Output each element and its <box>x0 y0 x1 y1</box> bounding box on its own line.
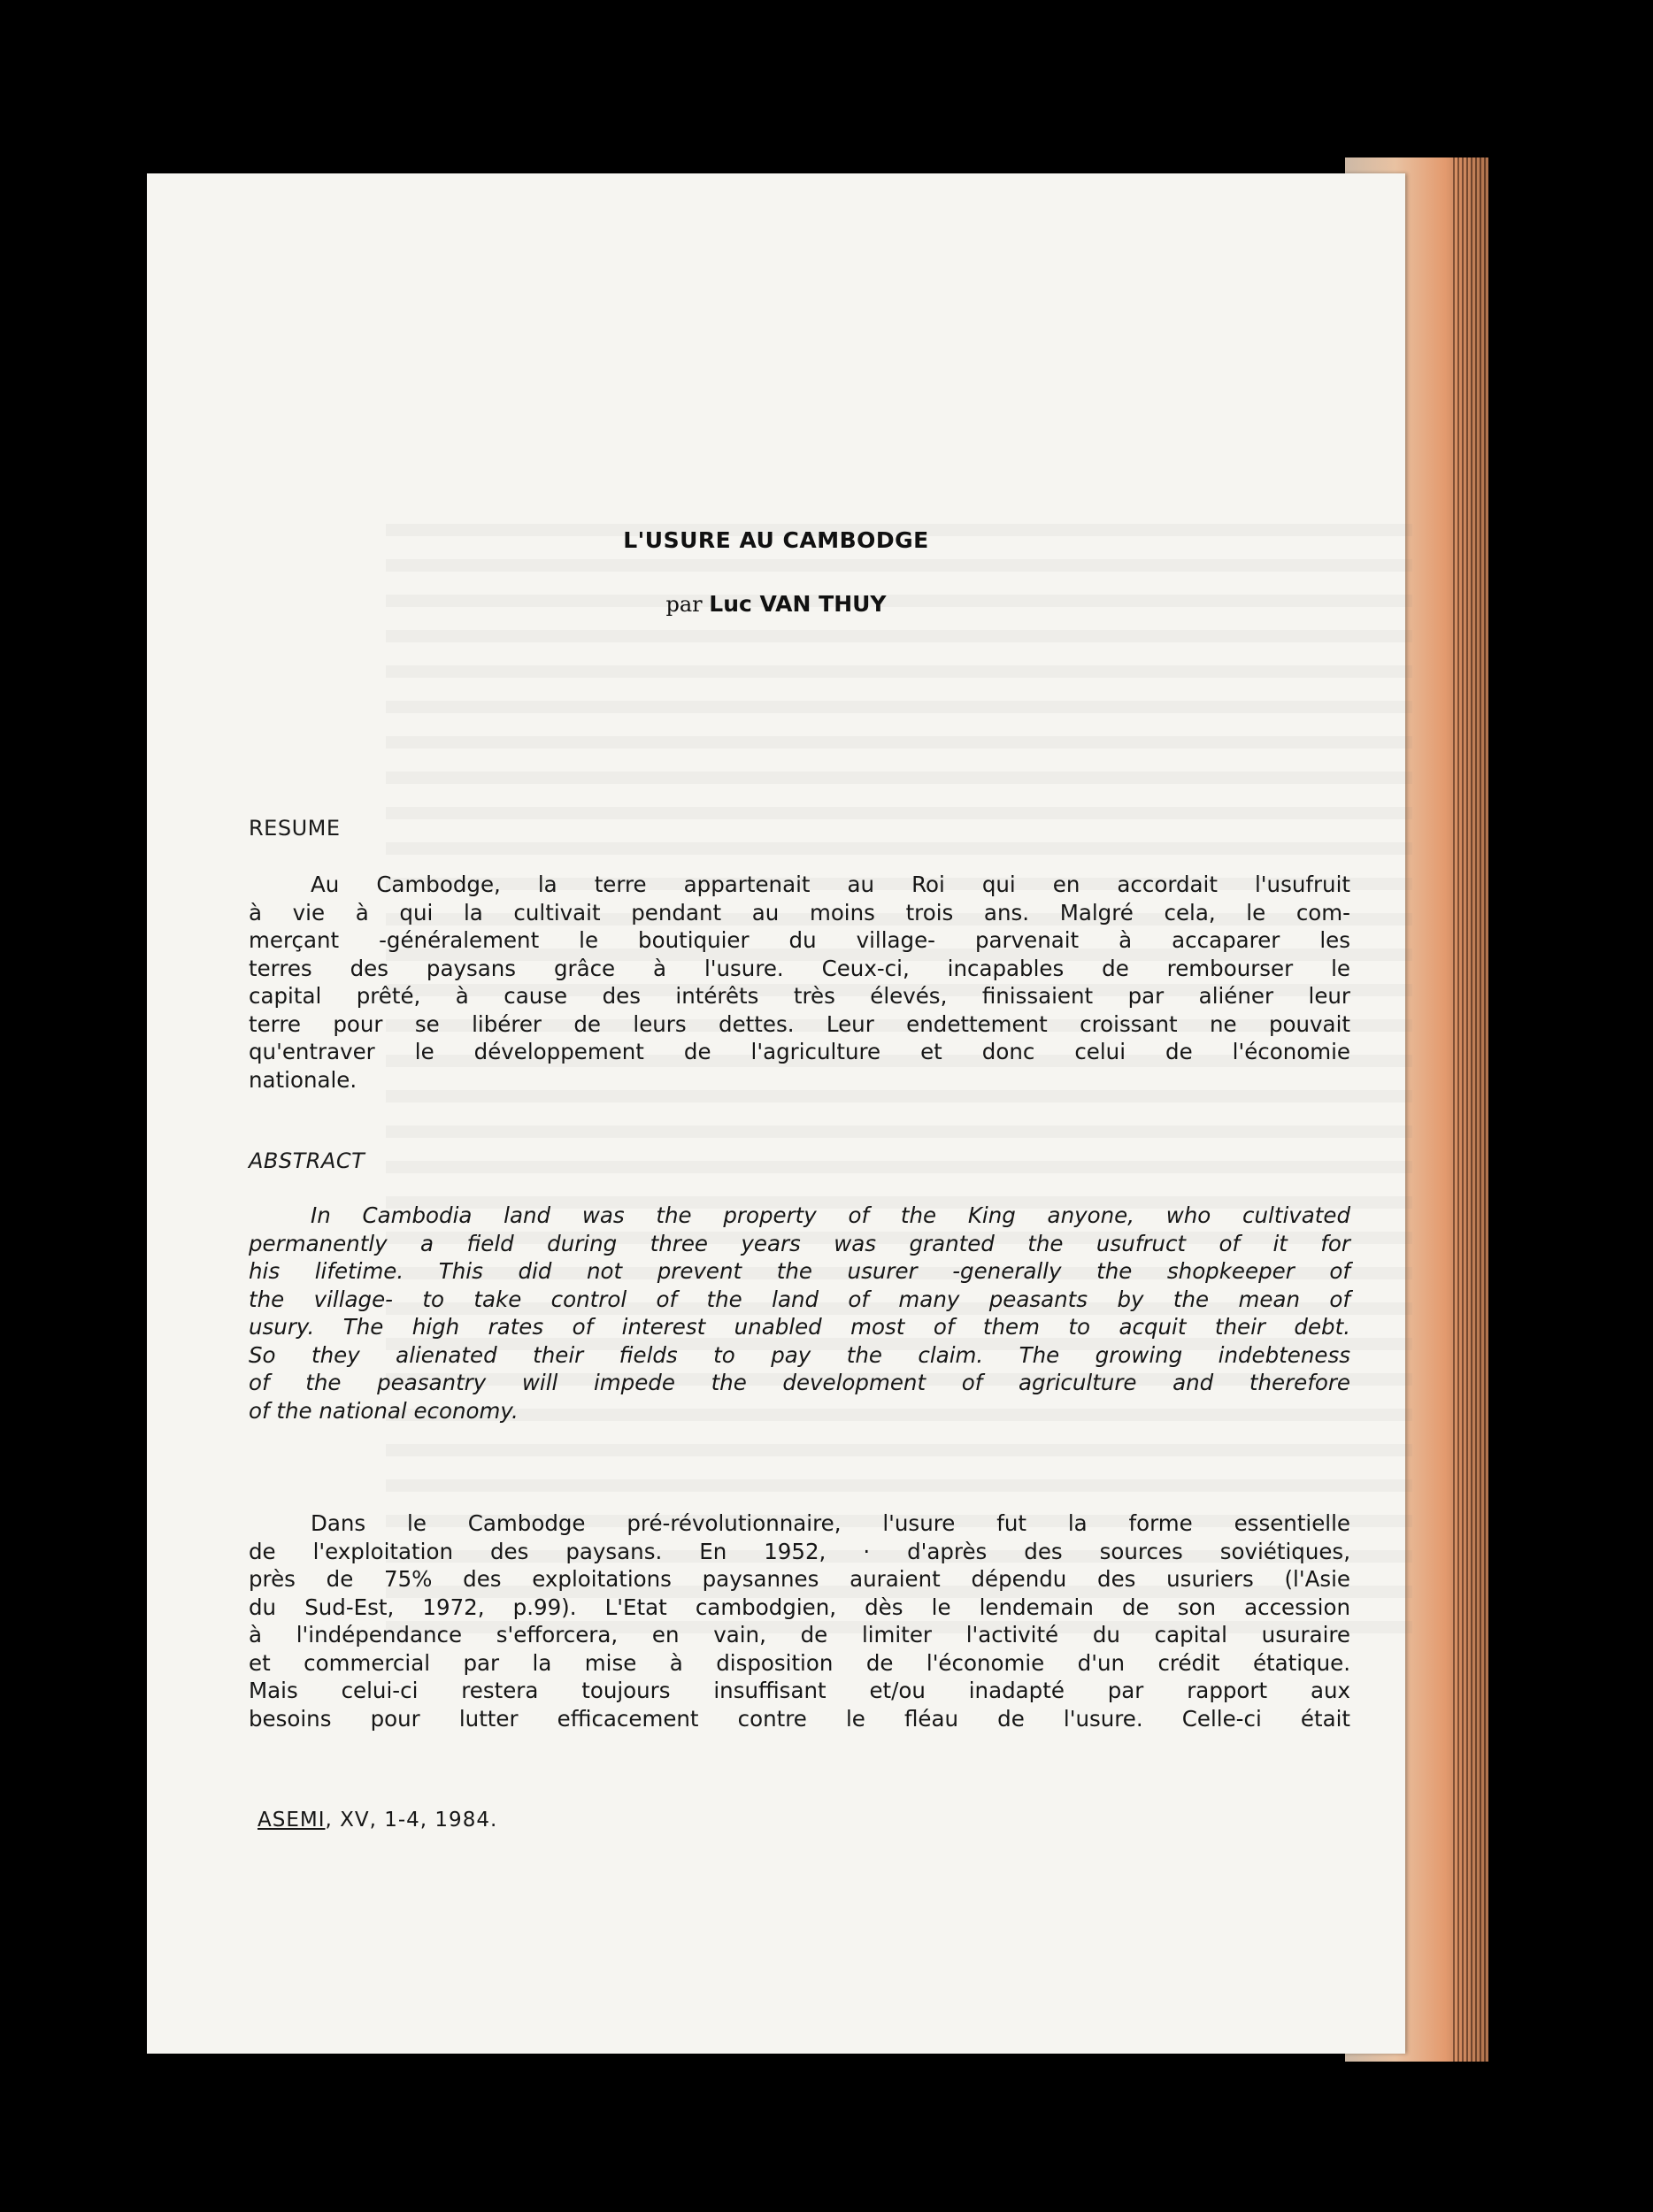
journal-citation <box>258 1809 497 1832</box>
article-byline <box>147 591 1405 617</box>
resume-line: nationale. <box>249 1066 358 1093</box>
resume-line: à vie à qui la cultivait pendant au moins trois ans. Malgré cela, le com- <box>249 899 1350 926</box>
author-name: Luc VAN THUY <box>709 591 887 617</box>
abstract-line: permanently a field during three years was granted the usufruct of it for <box>249 1230 1350 1256</box>
body-line: Mais celui-ci restera toujours insuffisant et/ou inadapté par rapport aux <box>249 1678 1350 1703</box>
body-line: besoins pour lutter efficacement contre le fléau de l'usure. Celle-ci était <box>249 1705 1350 1732</box>
abstract-line: of the national economy. <box>249 1397 519 1424</box>
abstract-line: usury. The high rates of interest unabled most of them to acquit their debt. <box>249 1314 1350 1340</box>
abstract-heading: ABSTRACT <box>249 1148 365 1173</box>
article-title: L'USURE AU CAMBODGE <box>623 527 929 553</box>
abstract-line: In Cambodia land was the property of the King anyone, who cultivated <box>311 1202 1350 1228</box>
resume-line: capital prêté, à cause des intérêts très élevés, finissaient par aliéner leur <box>249 983 1350 1009</box>
resume-line: terres des paysans grâce à l'usure. Ceux-ci, incapables de rembourser le <box>249 955 1350 981</box>
resume-line: Au Cambodge, la terre appartenait au Roi qui en accordait l'usufruit <box>311 872 1350 897</box>
resume-heading: RESUME <box>249 816 341 841</box>
resume-line: terre pour se libérer de leurs dettes. Leur endettement croissant ne pouvait <box>249 1010 1350 1037</box>
abstract-line: his lifetime. This did not prevent the usurer -generally the shopkeeper of <box>249 1258 1350 1284</box>
body-line: du Sud-Est, 1972, p.99). L'Etat cambodgien, dès le lendemain de son accession <box>249 1594 1350 1620</box>
body-line: de l'exploitation des paysans. En 1952, · d'après des sources soviétiques, <box>249 1538 1350 1564</box>
byline-prefix: par <box>665 592 703 617</box>
resume-line: merçant -généralement le boutiquier du village- parvenait à accaparer les <box>249 927 1350 953</box>
body-line: à l'indépendance s'efforcera, en vain, de limiter l'activité du capital usuraire <box>249 1622 1350 1647</box>
body-line: et commercial par la mise à disposition de l'économie d'un crédit étatique. <box>249 1649 1350 1676</box>
abstract-paragraph <box>249 1202 1350 1425</box>
body-paragraph <box>249 1509 1350 1732</box>
body-line: Dans le Cambodge pré-révolutionnaire, l'usure fut la forme essentielle <box>311 1510 1350 1536</box>
journal-page <box>147 173 1405 2054</box>
resume-line: qu'entraver le développement de l'agriculture et donc celui de l'économie <box>249 1039 1350 1064</box>
abstract-line: of the peasantry will impede the development of agriculture and therefore <box>249 1370 1350 1395</box>
journal-volume: , XV, 1-4, 1984. <box>325 1809 498 1832</box>
body-line: près de 75% des exploitations paysannes auraient dépendu des usuriers (l'Asie <box>249 1566 1350 1592</box>
page-content <box>147 173 1405 2054</box>
journal-name: ASEMI <box>258 1809 326 1832</box>
abstract-line: So they alienated their fields to pay the claim. The growing indebteness <box>249 1341 1350 1368</box>
resume-paragraph <box>249 871 1350 1094</box>
abstract-line: the village- to take control of the land of many peasants by the mean of <box>249 1286 1350 1312</box>
